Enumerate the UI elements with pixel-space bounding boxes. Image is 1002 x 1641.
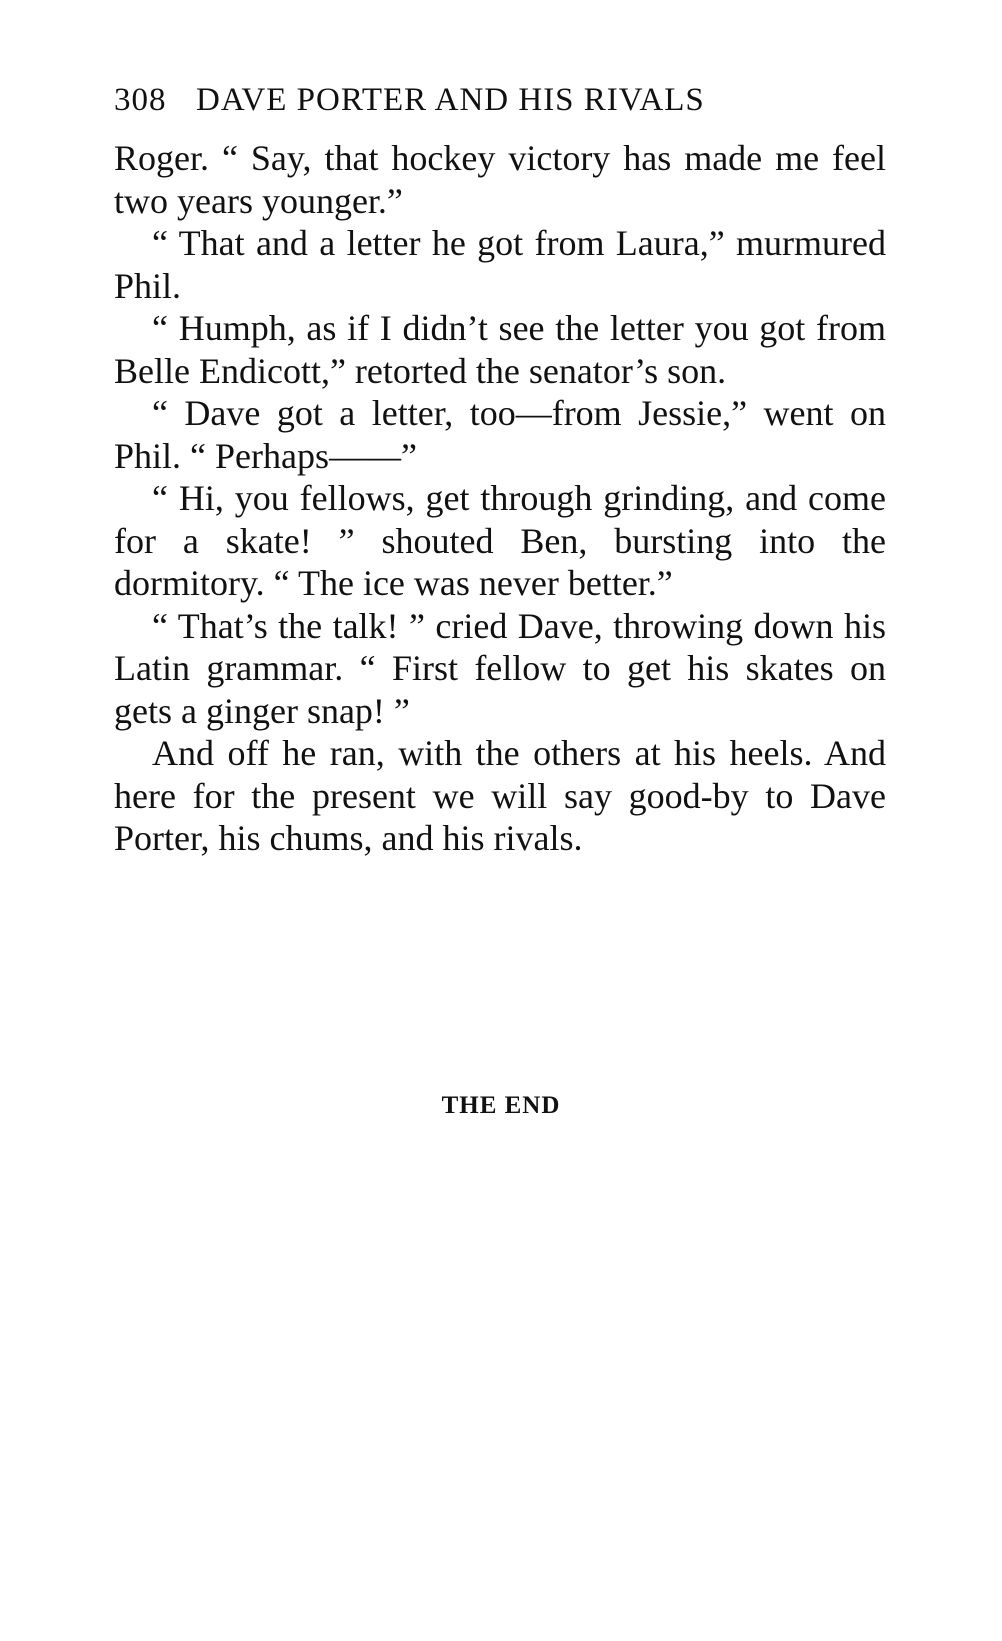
paragraph: “ That’s the talk! ” cried Dave, throwing down his Latin grammar. “ First fellow to get his skates on gets a ginger snap! ” [114, 605, 886, 731]
page-number: 308 [114, 82, 167, 118]
the-end-label: THE END [441, 1092, 561, 1119]
paragraph: “ Hi, you fellows, get through grinding, and come for a skate! ” shouted Ben, bursting into the dormitory. “ The ice was never better.” [114, 478, 886, 603]
paragraph: “ Dave got a letter, too—from Jessie,” went on Phil. “ Perhaps——” [114, 393, 886, 476]
running-title: DAVE PORTER AND HIS RIVALS [196, 82, 705, 118]
paragraph: And off he ran, with the others at his heels. And here for the present we will say good-by to Dave Porter, his chums, and his rivals. [114, 733, 886, 858]
running-head [114, 74, 894, 126]
paragraph: “ Humph, as if I didn’t see the letter you got from Belle Endicott,” retorted the senator’s son. [114, 308, 886, 391]
paragraph: Roger. “ Say, that hockey victory has made me feel two years younger.” [114, 138, 886, 221]
paragraph: “ That and a letter he got from Laura,” murmured Phil. [114, 223, 886, 306]
body-text [114, 137, 886, 860]
